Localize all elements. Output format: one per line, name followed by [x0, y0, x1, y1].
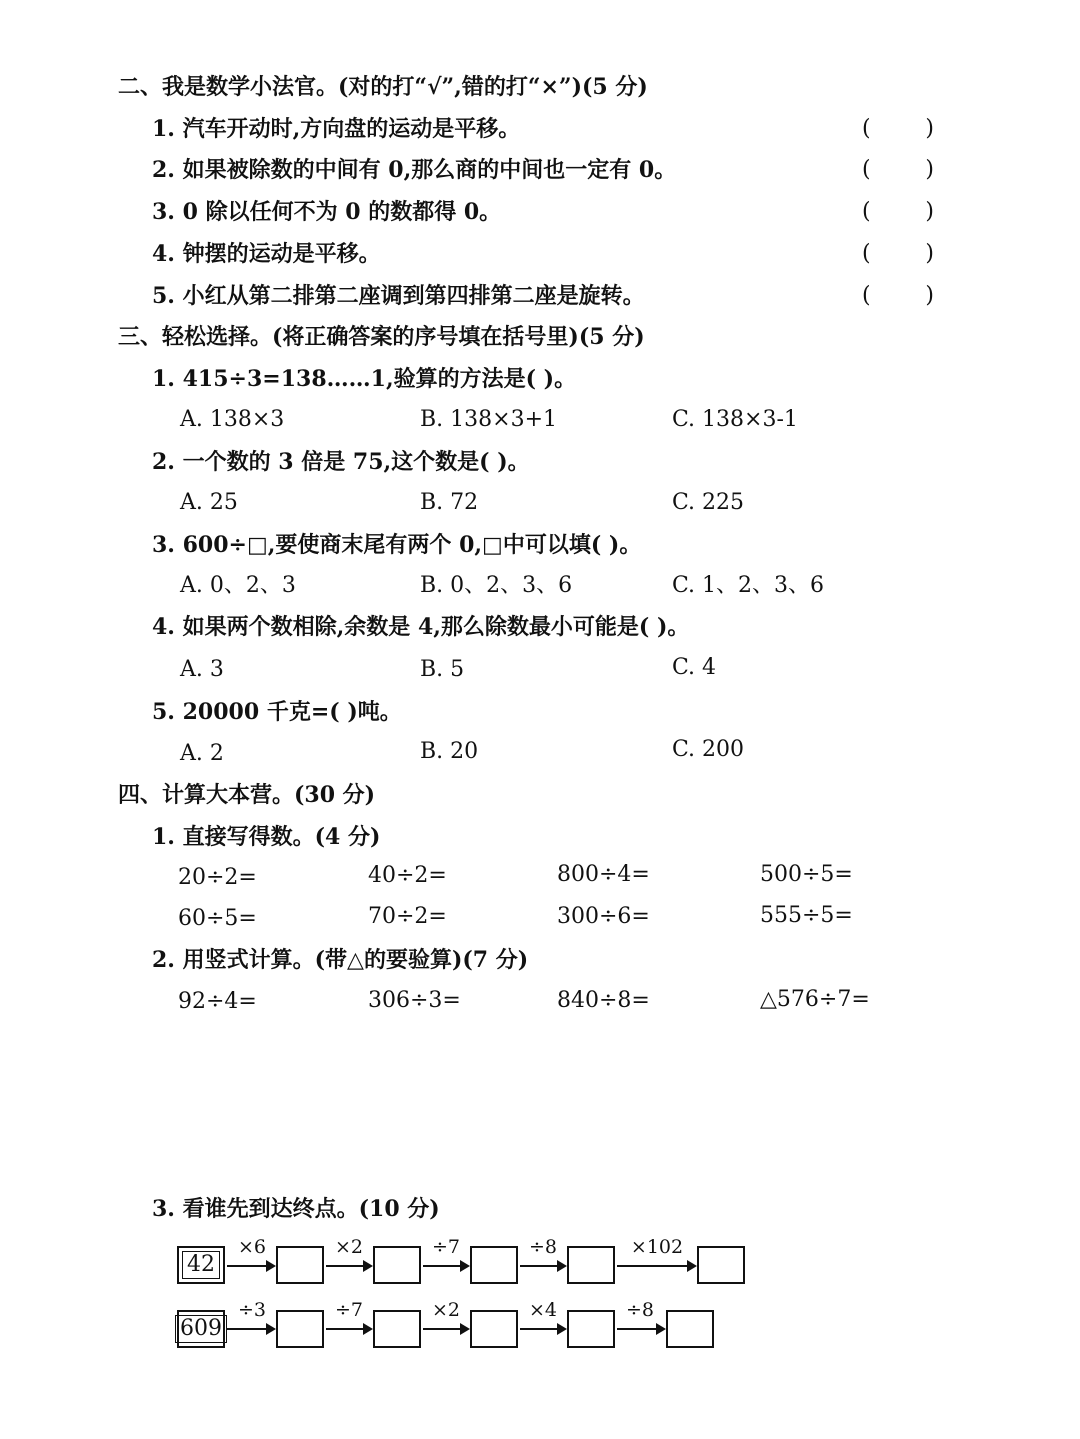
paren-close: ) — [925, 116, 934, 141]
paren-open: ( — [862, 116, 871, 141]
op-label: ×102 — [630, 1236, 684, 1258]
oral-calc: 40÷2= — [368, 863, 447, 888]
option-c[interactable]: C. 4 — [672, 655, 717, 680]
oral-calc: 60÷5= — [178, 906, 257, 931]
answer-paren-3[interactable] — [862, 197, 934, 227]
paren-close: ) — [925, 241, 934, 266]
option-a[interactable]: A. 0、2、3 — [180, 573, 296, 598]
answer-box[interactable] — [373, 1246, 421, 1284]
chain2-start-box — [177, 1310, 225, 1348]
paren-close: ) — [925, 199, 934, 224]
option-c[interactable]: C. 200 — [672, 737, 745, 762]
chain2-start-value: 609 — [175, 1315, 227, 1343]
choice-question-4: 4. 如果两个数相除,余数是 4,那么除数最小可能是( )。 — [152, 614, 690, 640]
answer-paren-1[interactable] — [862, 114, 934, 144]
paren-open: ( — [862, 199, 871, 224]
arrow — [520, 1265, 565, 1267]
choice-question-2: 2. 一个数的 3 倍是 75,这个数是( )。 — [152, 449, 530, 475]
oral-calc: 800÷4= — [557, 862, 650, 887]
chain1-start-value: 42 — [182, 1251, 220, 1279]
oral-calc: 555÷5= — [760, 903, 853, 928]
choice-question-5: 5. 20000 千克=( )吨。 — [152, 699, 402, 725]
judge-item-2: 2. 如果被除数的中间有 0,那么商的中间也一定有 0。 — [152, 157, 677, 183]
answer-box[interactable] — [567, 1310, 615, 1348]
op-label: ×4 — [528, 1299, 557, 1321]
option-c[interactable]: C. 138×3-1 — [672, 407, 798, 432]
op-label: ×2 — [431, 1299, 460, 1321]
part2-title: 2. 用竖式计算。(带△的要验算)(7 分) — [152, 947, 529, 973]
part1-title: 1. 直接写得数。(4 分) — [152, 824, 381, 850]
option-c[interactable]: C. 225 — [672, 490, 745, 515]
arrow — [326, 1265, 371, 1267]
answer-box[interactable] — [470, 1246, 518, 1284]
answer-box[interactable] — [666, 1310, 714, 1348]
arrow — [617, 1265, 695, 1267]
answer-box[interactable] — [373, 1310, 421, 1348]
option-c[interactable]: C. 1、2、3、6 — [672, 573, 825, 598]
judge-item-5: 5. 小红从第二排第二座调到第四排第二座是旋转。 — [152, 283, 645, 309]
judge-item-1: 1. 汽车开动时,方向盘的运动是平移。 — [152, 116, 521, 142]
oral-calc: 20÷2= — [178, 865, 257, 890]
paren-close: ) — [925, 157, 934, 182]
op-label: ×2 — [334, 1236, 363, 1258]
option-b[interactable]: B. 0、2、3、6 — [420, 573, 573, 598]
option-a[interactable]: A. 138×3 — [180, 407, 285, 432]
op-label: ÷8 — [528, 1236, 557, 1258]
answer-paren-5[interactable] — [862, 281, 934, 311]
option-b[interactable]: B. 72 — [420, 490, 479, 515]
chain1-start-box — [177, 1246, 225, 1284]
answer-box[interactable] — [567, 1246, 615, 1284]
option-a[interactable]: A. 25 — [180, 490, 238, 515]
answer-box[interactable] — [697, 1246, 745, 1284]
op-label: ×6 — [237, 1236, 266, 1258]
judge-item-3: 3. 0 除以任何不为 0 的数都得 0。 — [152, 199, 502, 225]
paren-open: ( — [862, 283, 871, 308]
paren-open: ( — [862, 157, 871, 182]
op-label: ÷7 — [431, 1236, 460, 1258]
option-b[interactable]: B. 138×3+1 — [420, 407, 558, 432]
arrow — [227, 1328, 274, 1330]
section3-title: 三、轻松选择。(将正确答案的序号填在括号里)(5 分) — [118, 324, 645, 350]
arrow — [423, 1328, 468, 1330]
option-b[interactable]: B. 5 — [420, 657, 465, 682]
arrow — [423, 1265, 468, 1267]
paren-open: ( — [862, 241, 871, 266]
section2-title: 二、我是数学小法官。(对的打“√”,错的打“×”)(5 分) — [118, 74, 648, 100]
oral-calc: 70÷2= — [368, 904, 447, 929]
section4-title: 四、计算大本营。(30 分) — [118, 782, 376, 808]
vertical-calc-with-check: △576÷7= — [760, 987, 870, 1012]
answer-box[interactable] — [276, 1246, 324, 1284]
oral-calc: 500÷5= — [760, 862, 853, 887]
judge-item-4: 4. 钟摆的运动是平移。 — [152, 241, 381, 267]
answer-paren-2[interactable] — [862, 155, 934, 185]
answer-box[interactable] — [470, 1310, 518, 1348]
option-a[interactable]: A. 3 — [180, 657, 224, 682]
op-label: ÷3 — [237, 1299, 266, 1321]
arrow — [520, 1328, 565, 1330]
vertical-calc: 306÷3= — [368, 988, 461, 1013]
choice-question-1: 1. 415÷3=138……1,验算的方法是( )。 — [152, 366, 577, 392]
vertical-calc: 840÷8= — [557, 988, 650, 1013]
answer-paren-4[interactable] — [862, 239, 934, 269]
vertical-calc: 92÷4= — [178, 989, 257, 1014]
option-b[interactable]: B. 20 — [420, 739, 479, 764]
op-label: ÷8 — [625, 1299, 654, 1321]
part3-title: 3. 看谁先到达终点。(10 分) — [152, 1196, 440, 1222]
paren-close: ) — [925, 283, 934, 308]
option-a[interactable]: A. 2 — [180, 741, 224, 766]
oral-calc: 300÷6= — [557, 904, 650, 929]
op-label: ÷7 — [334, 1299, 363, 1321]
answer-box[interactable] — [276, 1310, 324, 1348]
arrow — [326, 1328, 371, 1330]
arrow — [227, 1265, 274, 1267]
arrow — [617, 1328, 664, 1330]
choice-question-3: 3. 600÷□,要使商末尾有两个 0,□中可以填( )。 — [152, 532, 642, 558]
